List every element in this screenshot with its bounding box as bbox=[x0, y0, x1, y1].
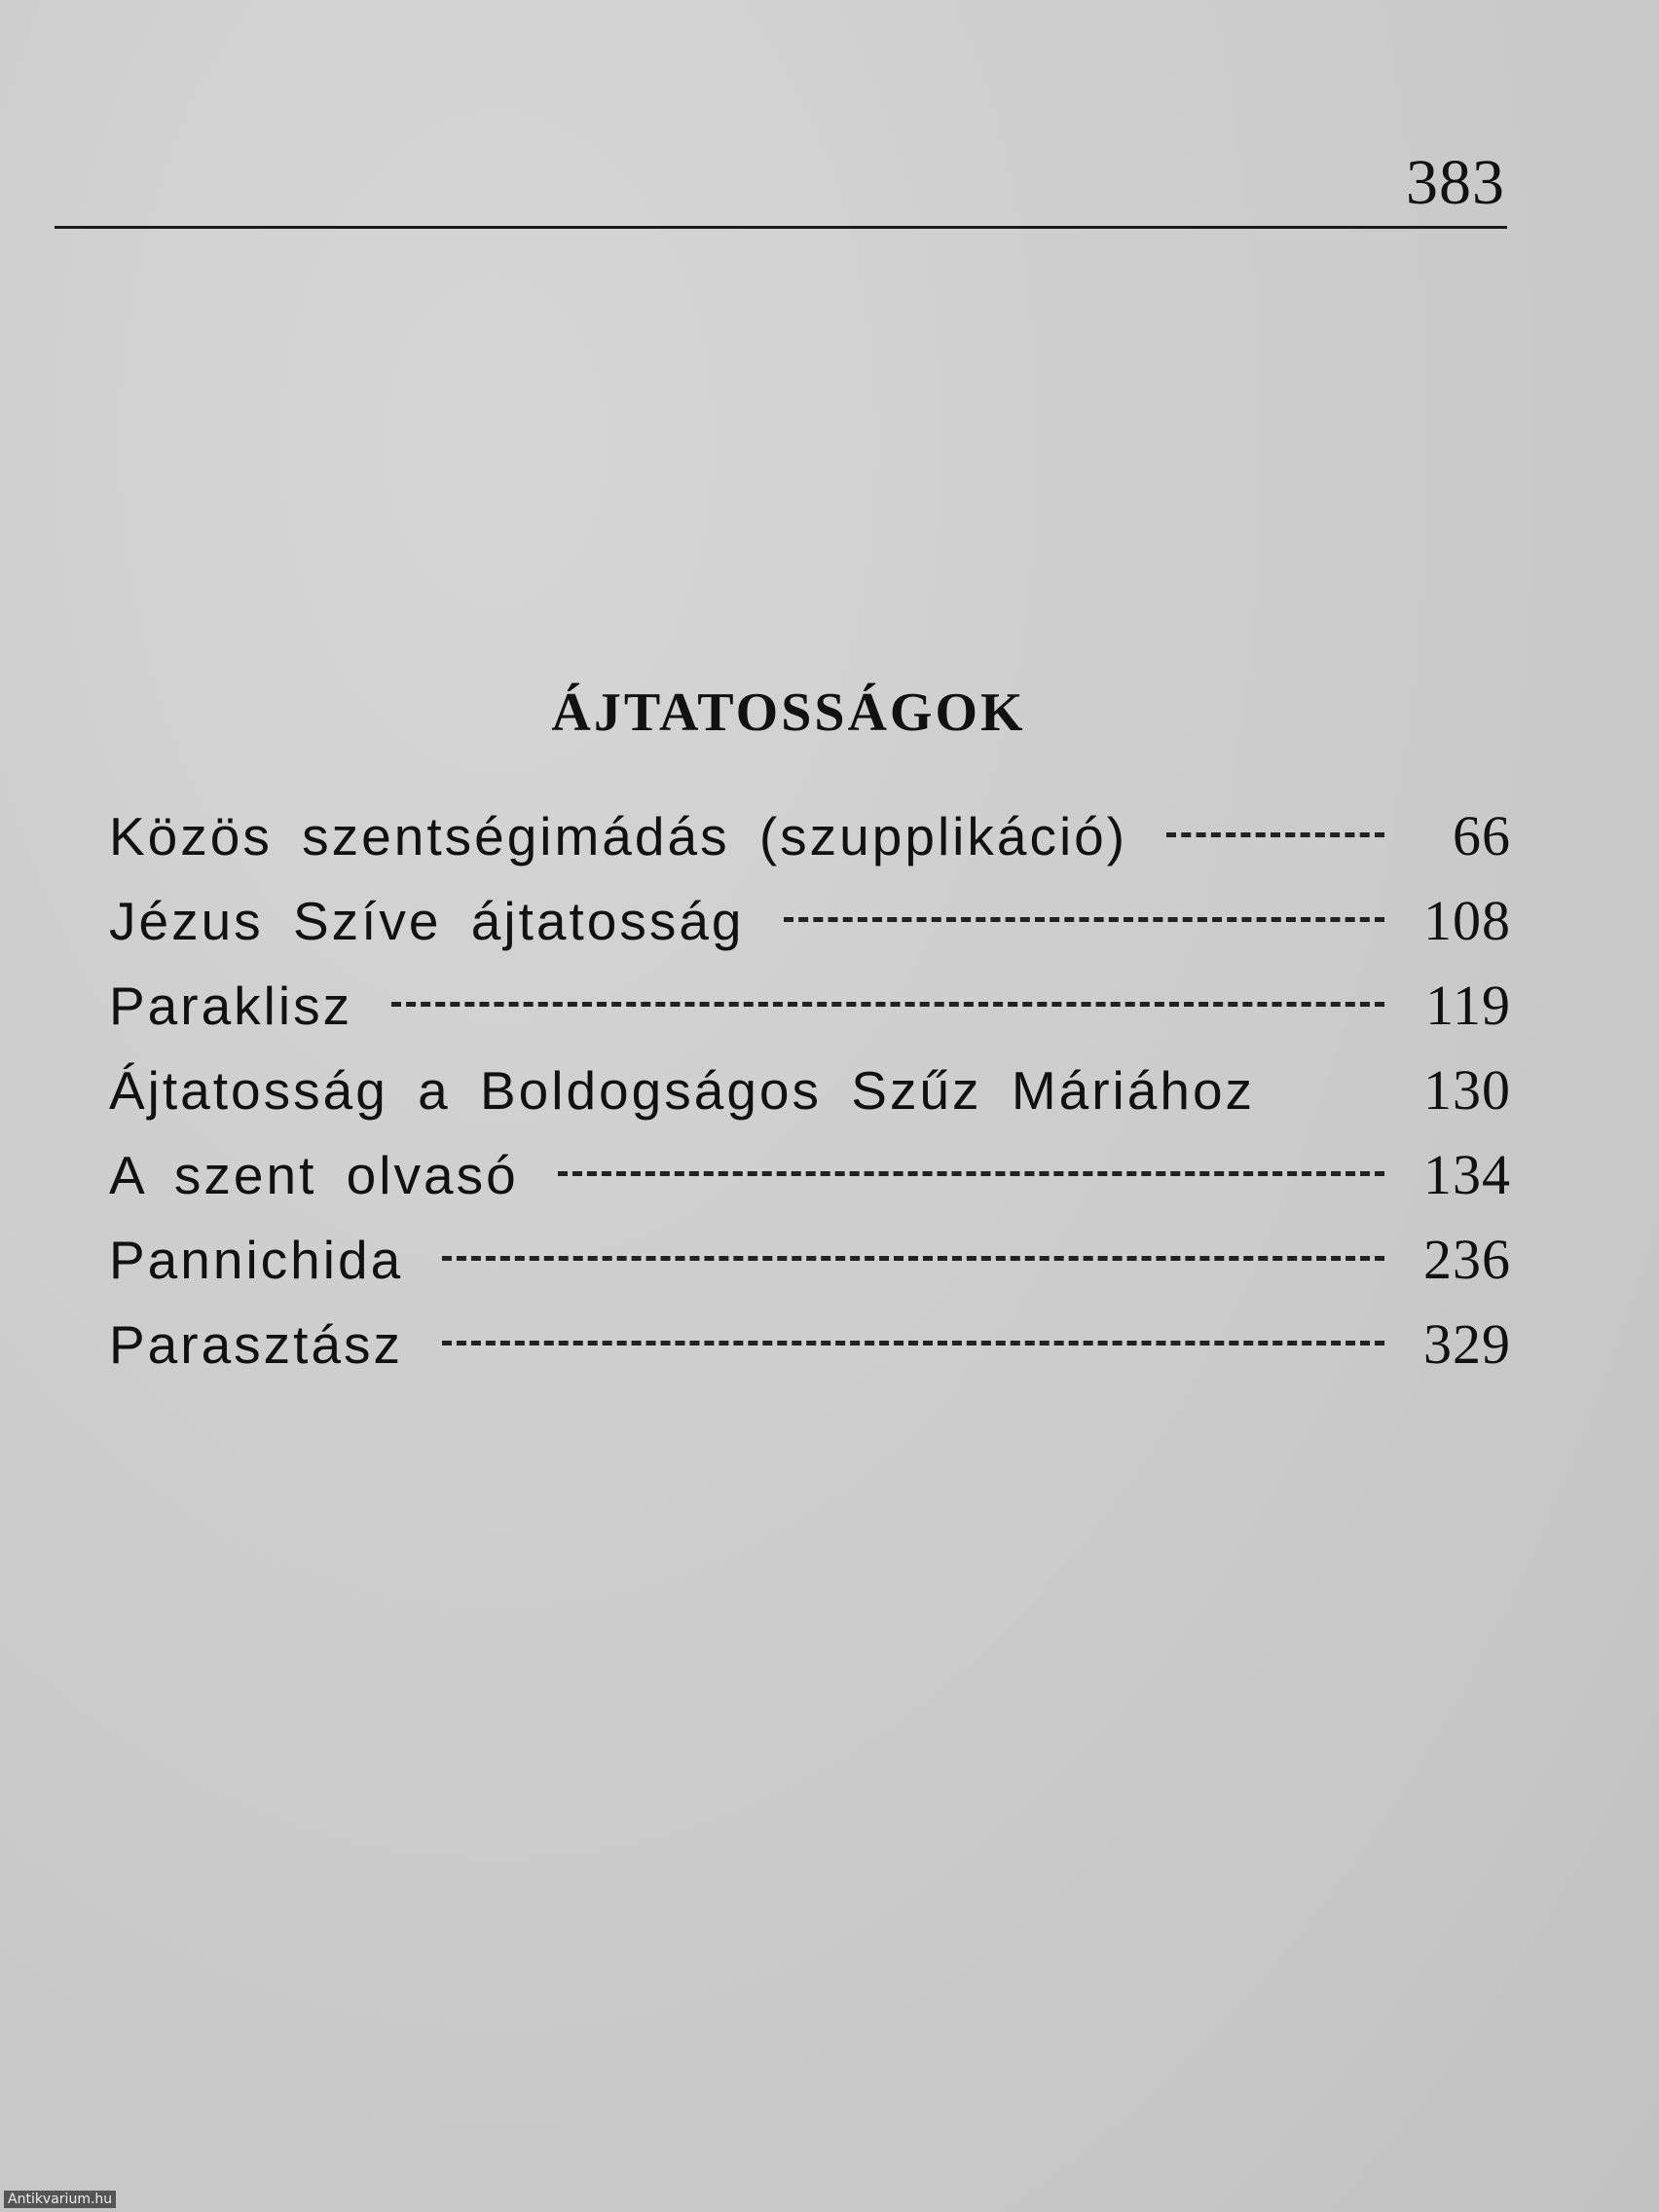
toc-entry-7 bbox=[109, 1311, 1511, 1396]
header-rule bbox=[55, 226, 1507, 229]
page-number: 383 bbox=[1406, 147, 1505, 218]
toc-entry-title: Ájtatosság a Boldogságos Szűz Máriához bbox=[109, 1060, 1256, 1121]
toc-entry-page: 236 bbox=[1423, 1228, 1511, 1291]
toc-entry-6 bbox=[109, 1227, 1511, 1311]
toc-leader bbox=[784, 917, 1384, 922]
table-of-contents bbox=[109, 803, 1511, 1396]
toc-entry-5 bbox=[109, 1142, 1511, 1227]
toc-entry-4 bbox=[109, 1057, 1511, 1142]
toc-entry-page: 130 bbox=[1423, 1058, 1511, 1122]
toc-leader bbox=[442, 1341, 1384, 1346]
toc-entry-title: Pannichida bbox=[109, 1230, 404, 1290]
toc-entry-page: 134 bbox=[1423, 1143, 1511, 1206]
toc-entry-title: Parasztász bbox=[109, 1314, 404, 1375]
toc-entry-page: 66 bbox=[1453, 804, 1511, 867]
toc-leader bbox=[1166, 832, 1384, 837]
toc-entry-2 bbox=[109, 888, 1511, 973]
toc-entry-page: 108 bbox=[1423, 889, 1511, 952]
watermark-label: Antikvarium.hu bbox=[4, 2191, 116, 2208]
toc-entry-title: A szent olvasó bbox=[109, 1145, 519, 1205]
toc-entry-page: 329 bbox=[1423, 1312, 1511, 1376]
toc-entry-page: 119 bbox=[1425, 974, 1511, 1037]
toc-entry-title: Jézus Szíve ájtatosság bbox=[109, 891, 745, 951]
section-heading: ÁJTATOSSÁGOK bbox=[551, 682, 1026, 743]
toc-entry-1 bbox=[109, 803, 1511, 888]
toc-entry-title: Paraklisz bbox=[109, 976, 353, 1036]
toc-entry-title: Közös szentségimádás (szupplikáció) bbox=[109, 806, 1128, 866]
toc-leader bbox=[391, 1002, 1384, 1007]
toc-entry-3 bbox=[109, 973, 1511, 1057]
toc-leader bbox=[442, 1256, 1384, 1261]
toc-leader bbox=[558, 1171, 1384, 1176]
